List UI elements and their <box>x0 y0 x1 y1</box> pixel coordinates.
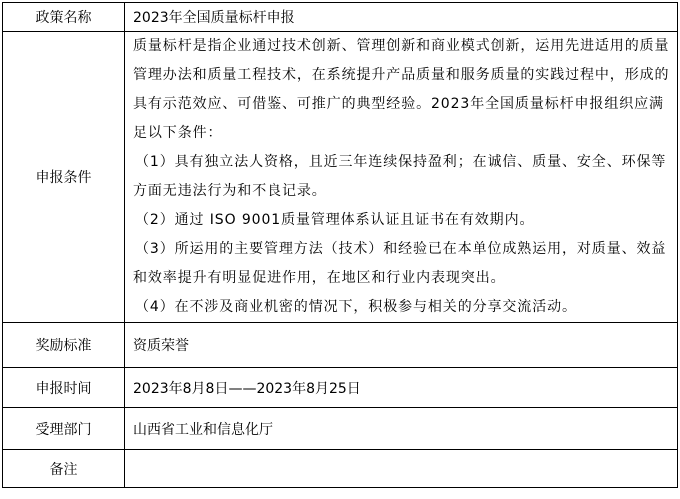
policy-name-value: 2023年全国质量标杆申报 <box>125 3 678 32</box>
policy-name-label: 政策名称 <box>3 3 125 32</box>
remarks-value <box>125 450 678 488</box>
policy-name-row <box>3 3 678 32</box>
condition-item-2: （2）通过 ISO 9001质量管理体系认证且证书在有效期内。 <box>135 212 535 228</box>
condition-item-4: （4）在不涉及商业机密的情况下，积极参与相关的分享交流活动。 <box>135 299 577 315</box>
reward-value: 资质荣誉 <box>125 323 678 368</box>
conditions-value <box>125 32 678 323</box>
time-value: 2023年8月8日——2023年8月25日 <box>125 368 678 408</box>
remarks-row <box>3 450 678 488</box>
conditions-intro: 质量标杆是指企业通过技术创新、管理创新和商业模式创新，运用先进适用的质量管理办法和质量工程技术，在系统提升产品质量和服务质量的实践过程中，形成的具有示范效应、可借鉴、可推广的典型经验。2023年全国质量标杆申报组织应满足以下条件： <box>133 38 670 141</box>
condition-item-1: （1）具有独立法人资格，且近三年连续保持盈利；在诚信、质量、安全、环保等方面无违法行为和不良记录。 <box>133 154 667 199</box>
conditions-row <box>3 32 678 323</box>
condition-item-3: （3）所运用的主要管理方法（技术）和经验已在本单位成熟运用，对质量、效益和效率提升有明显促进作用，在地区和行业内表现突出。 <box>133 241 667 286</box>
time-row <box>3 368 678 408</box>
policy-table <box>2 2 678 488</box>
department-value: 山西省工业和信息化厅 <box>125 408 678 450</box>
conditions-label: 申报条件 <box>3 32 125 323</box>
reward-label: 奖励标准 <box>3 323 125 368</box>
reward-row <box>3 323 678 368</box>
department-row <box>3 408 678 450</box>
department-label: 受理部门 <box>3 408 125 450</box>
remarks-label: 备注 <box>3 450 125 488</box>
time-label: 申报时间 <box>3 368 125 408</box>
